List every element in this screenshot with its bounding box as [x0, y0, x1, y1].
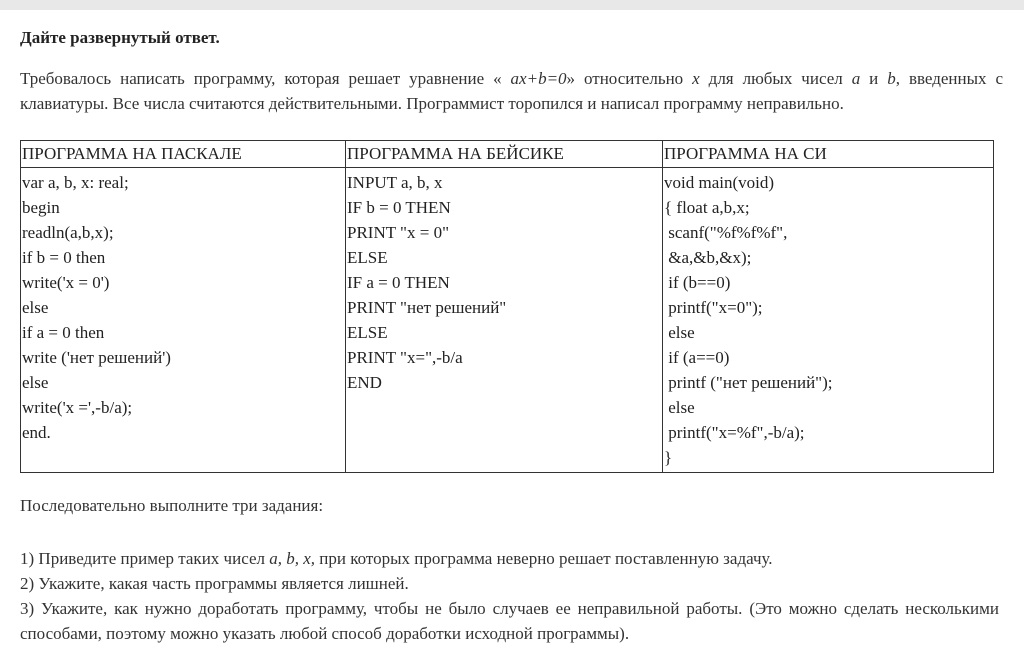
c-code-line: &a,&b,&x);: [664, 248, 752, 267]
c-code: [663, 168, 994, 473]
c-code-line: else: [664, 323, 695, 342]
pascal-code-line: end.: [22, 423, 51, 442]
basic-code-line: PRINT "нет решений": [347, 298, 507, 317]
top-bar: [0, 0, 1024, 10]
header-pascal: ПРОГРАММА НА ПАСКАЛЕ: [21, 141, 346, 168]
pascal-code-line: var a, b, x: real;: [22, 173, 129, 192]
c-code-line: printf("x=%f",-b/a);: [664, 423, 805, 442]
c-code-line: printf("x=0");: [664, 298, 763, 317]
intro-text-2: » относительно: [566, 69, 684, 88]
c-code-line: scanf("%f%f%f",: [664, 223, 788, 242]
task-1-vars: a, b, x,: [269, 549, 316, 568]
pascal-code-line: else: [22, 298, 49, 317]
c-code-line: { float a,b,x;: [664, 198, 750, 217]
c-code-line: void main(void): [664, 173, 775, 192]
problem-statement: [20, 66, 1003, 116]
tasks-list: [20, 546, 999, 646]
equation: ax+b=0: [510, 69, 567, 88]
basic-code-line: IF a = 0 THEN: [347, 273, 450, 292]
pascal-code-line: begin: [22, 198, 60, 217]
var-a: a: [851, 69, 861, 88]
intro-text-5: , введенных с клавиатуры. Все числа считаются действительными. Программист торопился и написал программу неправильно.: [20, 69, 1004, 113]
c-code-line: printf ("нет решений");: [664, 373, 833, 392]
task-1-text-b: при которых программа неверно решает поставленную задачу.: [319, 549, 773, 568]
basic-code-line: IF b = 0 THEN: [347, 198, 451, 217]
var-x: x: [692, 69, 700, 88]
intro-text-4: и: [869, 69, 879, 88]
basic-code-line: ELSE: [347, 248, 388, 267]
pascal-code-line: else: [22, 373, 49, 392]
pascal-code-line: write ('нет решений'): [22, 348, 171, 367]
basic-code-line: INPUT a, b, x: [347, 173, 443, 192]
pascal-code-line: readln(a,b,x);: [22, 223, 114, 242]
basic-code: [346, 168, 663, 473]
task-3: 3) Укажите, как нужно доработать программу, чтобы не было случаев ее неправильной работы. (Это можно сделать несколькими способами, поэтому можно указать любой способ доработки исходной программы).: [20, 599, 999, 643]
task-1: [20, 546, 999, 571]
c-code-line: if (b==0): [664, 273, 731, 292]
pascal-code-line: write('x = 0'): [22, 273, 110, 292]
programs-table: [20, 140, 994, 473]
task-heading: Дайте развернутый ответ.: [20, 28, 220, 47]
pascal-code-line: if a = 0 then: [22, 323, 105, 342]
tasks-intro: Последовательно выполните три задания:: [20, 496, 324, 515]
pascal-code-line: if b = 0 then: [22, 248, 106, 267]
var-b: b: [887, 69, 896, 88]
c-code-line: else: [664, 398, 695, 417]
c-code-line: if (a==0): [664, 348, 730, 367]
intro-text-1: Требовалось написать программу, которая решает уравнение «: [20, 69, 502, 88]
basic-code-line: ELSE: [347, 323, 388, 342]
c-code-line: }: [664, 448, 673, 467]
task-2: 2) Укажите, какая часть программы является лишней.: [20, 574, 409, 593]
intro-text-3: для любых чисел: [708, 69, 843, 88]
header-basic: ПРОГРАММА НА БЕЙСИКЕ: [346, 141, 663, 168]
basic-code-line: END: [347, 373, 382, 392]
pascal-code-line: write('x =',-b/a);: [22, 398, 133, 417]
header-c: ПРОГРАММА НА СИ: [663, 141, 994, 168]
pascal-code: [21, 168, 346, 473]
basic-code-line: PRINT "x=",-b/a: [347, 348, 463, 367]
task-1-text-a: 1) Приведите пример таких чисел: [20, 549, 265, 568]
basic-code-line: PRINT "x = 0": [347, 223, 450, 242]
